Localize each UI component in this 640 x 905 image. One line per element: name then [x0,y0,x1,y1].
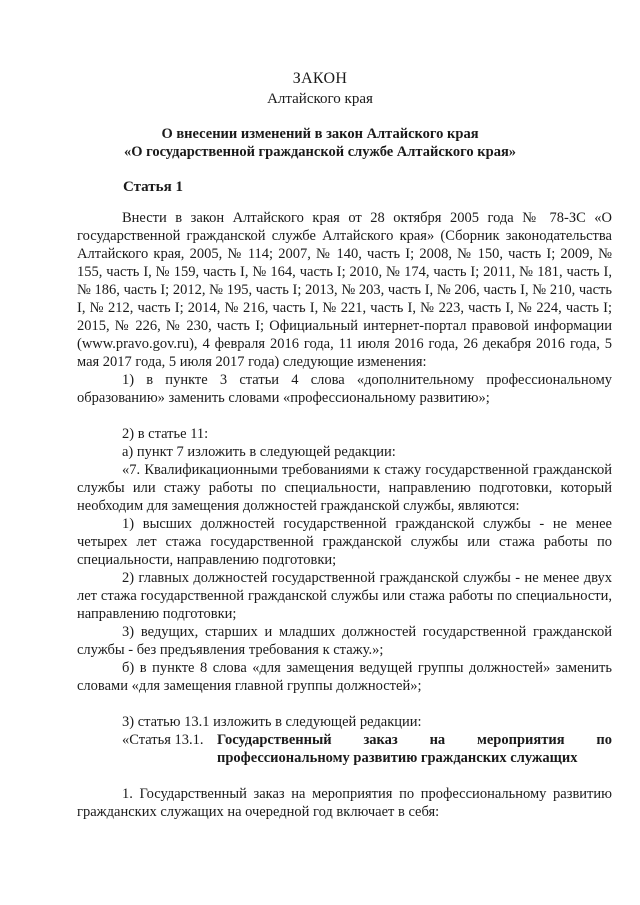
paragraph-item-2b: б) в пункте 8 слова «для замещения ведущей группы должностей» заменить словами «для замещения главной группы должностей»; [77,660,612,694]
paragraph-item-3: 3) статью 13.1 изложить в следующей редакции: [122,714,422,730]
document-headline-line-2: «О государственной гражданской службе Алтайского края» [123,144,517,160]
paragraph-item-1: 1) в пункте 3 статьи 4 слова «дополнительному профессиональному образованию» заменить словами «профессиональному развитию»; [77,372,612,406]
article-13-1-heading [77,731,612,767]
paragraph-point-7-1: 1) высших должностей государственной гражданской службы - не менее четырех лет стажа государственной гражданской службы или стажа работы по специальности, направлению подготовки; [77,516,612,568]
document-region: Алтайского края [267,91,373,107]
paragraph-item-2: 2) в статье 11: [122,426,209,442]
paragraph-item-2a: а) пункт 7 изложить в следующей редакции: [122,444,396,460]
paragraph-point-7: «7. Квалификационными требованиями к стажу государственной гражданской службы или стажу работы по специальности, направлению подготовки, который необходим для замещения должностей гражданской службы, являются: [77,462,612,514]
paragraph-intro: Внести в закон Алтайского края от 28 октября 2005 года № 78-ЗС «О государственной гражданской службе Алтайского края» (Сборник законодательства Алтайского края, 2005, № 114; 2007, № 140, часть I; 2008, № 150, часть I; 2009, № 155, часть I, № 159, часть I, № 164, часть I; 2010, № 174, часть I; 2011, № 181, часть I, № 186, часть I; 2012, № 195, часть I; 2013, № 203, часть I, № 206, часть I, № 210, часть I, № 212, часть I; 2014, № 216, часть I, № 221, часть I, № 223, часть I, № 224, часть I; 2015, № 226, № 230, часть I; Официальный интернет-портал правовой информации (www.pravo.gov.ru), 4 февраля 2016 года, 11 июля 2016 года, 26 декабря 2016 года, 5 мая 2017 года, 5 июля 2017 года) следующие изменения: [77,210,612,370]
paragraph-article-13-1-item-1: 1. Государственный заказ на мероприятия по профессиональному развитию гражданских служащих на очередной год включает в себя: [77,786,612,820]
article-13-1-label: «Статья 13.1. [122,732,204,748]
paragraph-point-7-2: 2) главных должностей государственной гражданской службы - не менее двух лет стажа государственной гражданской службы или стажа работы по специальности, направлению подготовки; [77,570,612,622]
article-13-1-title: Государственный заказ на мероприятия по профессиональному развитию гражданских служащих [217,732,612,766]
document-body [77,209,612,821]
document-type: ЗАКОН [292,70,348,87]
paragraph-point-7-3: 3) ведущих, старших и младших должностей государственной гражданской службы - без предъявления требования к стажу.»; [77,624,612,658]
document-headline-line-1: О внесении изменений в закон Алтайского края [161,126,479,142]
article-heading: Статья 1 [123,179,183,195]
